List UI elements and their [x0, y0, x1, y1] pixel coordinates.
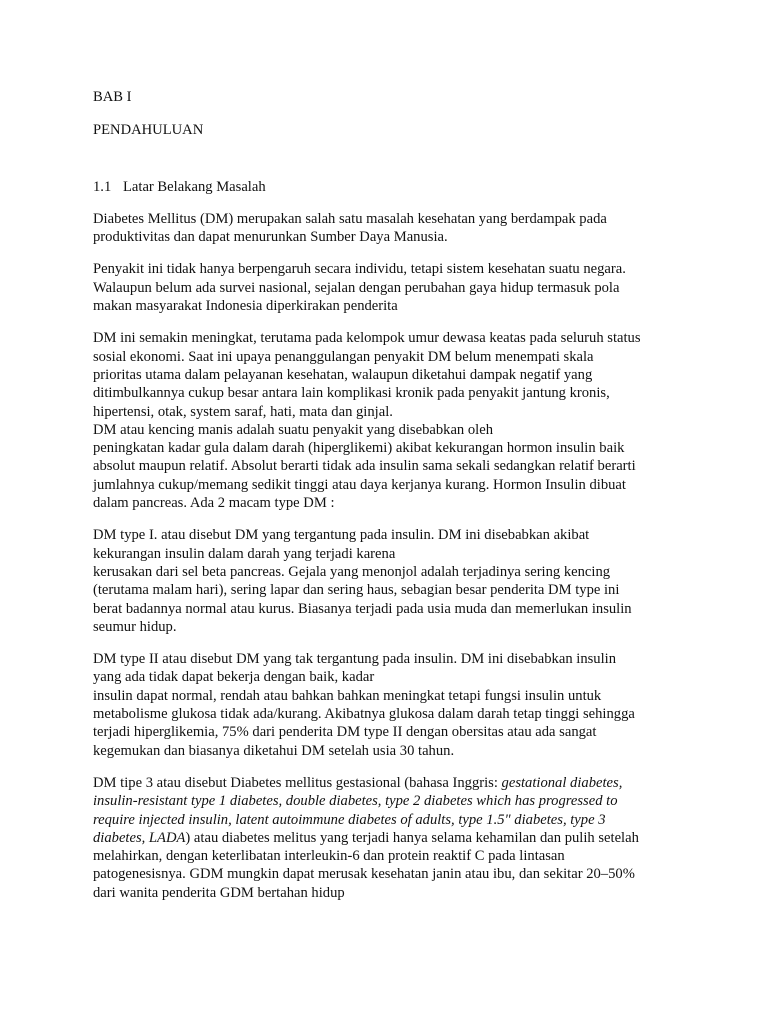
text-line: [93, 865, 683, 883]
text-line: insulin dapat normal, rendah atau bahkan bahkan meningkat tetapi fungsi insulin untuk: [93, 687, 602, 704]
italic-run: diabetes, LADA: [93, 829, 186, 846]
paragraph: [93, 650, 683, 760]
text-line: kegemukan dan biasanya diketahui DM setelah usia 30 tahun.: [93, 742, 455, 759]
text-line: DM atau kencing manis adalah suatu penyakit yang disebabkan oleh: [93, 421, 493, 438]
text-line: dalam pancreas. Ada 2 macam type DM :: [93, 495, 335, 512]
chapter-title: PENDAHULUAN: [93, 122, 204, 139]
italic-run: require injected insulin, latent autoimmune diabetes of adults, type 1.5" diabetes, type 3: [93, 811, 606, 828]
text-line: absolut maupun relatif. Absolut berarti tidak ada insulin sama sekali sedangkan relatif berarti: [93, 458, 636, 475]
section-title: Latar Belakang Masalah: [123, 178, 266, 195]
text-line: Penyakit ini tidak hanya berpengaruh secara individu, tetapi sistem kesehatan suatu negara.: [93, 261, 626, 278]
chapter-number: BAB I: [93, 89, 132, 105]
paragraph: [93, 774, 683, 902]
paragraph: [93, 260, 683, 315]
text-line: hipertensi, otak, system saraf, hati, mata dan ginjal.: [93, 403, 393, 420]
paragraph: [93, 421, 683, 512]
section-number: 1.1: [93, 178, 112, 195]
text-line: peningkatan kadar gula dalam darah (hiperglikemi) akibat kekurangan hormon insulin baik: [93, 440, 625, 457]
text-line: Walaupun belum ada survei nasional, sejalan dengan perubahan gaya hidup termasuk pola: [93, 279, 620, 296]
text-line: [93, 847, 683, 865]
text-run: ) atau diabetes melitus yang terjadi hanya selama kehamilan dan pulih setelah: [185, 829, 639, 846]
text-line: metabolisme glukosa tidak ada/kurang. Akibatnya glukosa dalam darah tetap tinggi sehingga: [93, 706, 635, 723]
text-line: (terutama malam hari), sering lapar dan sering haus, sebagian besar penderita DM type ini: [93, 582, 620, 599]
text-line: produktivitas dan dapat menurunkan Sumber Daya Manusia.: [93, 229, 448, 246]
text-line: [93, 792, 683, 810]
text-line: jumlahnya cukup/memang sedikit tinggi atau daya kerjanya kurang. Hormon Insulin dibuat: [93, 476, 626, 493]
text-line: terjadi hiperglikemia, 75% dari penderita DM type II dengan obersitas atau ada sangat: [93, 724, 597, 741]
paragraph: [93, 526, 683, 636]
paragraph: [93, 329, 683, 420]
section-heading: [93, 178, 683, 196]
text-line: [93, 884, 683, 902]
text-line: Diabetes Mellitus (DM) merupakan salah satu masalah kesehatan yang berdampak pada: [93, 210, 607, 227]
document-page: [93, 88, 683, 902]
text-line: DM type II atau disebut DM yang tak tergantung pada insulin. DM ini disebabkan insulin: [93, 651, 616, 668]
text-run: dari wanita penderita GDM bertahan hidup: [93, 884, 345, 901]
text-line: [93, 774, 683, 792]
text-line: [93, 829, 683, 847]
text-line: [93, 811, 683, 829]
text-line: seumur hidup.: [93, 618, 177, 635]
text-run: DM tipe 3 atau disebut Diabetes mellitus gestasional (bahasa Inggris:: [93, 774, 502, 791]
text-line: DM ini semakin meningkat, terutama pada kelompok umur dewasa keatas pada seluruh status: [93, 330, 641, 347]
text-line: kerusakan dari sel beta pancreas. Gejala yang menonjol adalah terjadinya sering kencing: [93, 563, 611, 580]
text-run: melahirkan, dengan keterlibatan interleukin-6 dan protein reaktif C pada lintasan: [93, 848, 565, 865]
text-run: patogenesisnya. GDM mungkin dapat merusak kesehatan janin atau ibu, dan sekitar 20–50%: [93, 866, 635, 883]
text-line: DM type I. atau disebut DM yang tergantung pada insulin. DM ini disebabkan akibat: [93, 527, 590, 544]
text-line: sosial ekonomi. Saat ini upaya penanggulangan penyakit DM belum menempati skala: [93, 348, 594, 365]
text-line: prioritas utama dalam pelayanan kesehatan, walaupun diketahui dampak negatif yang: [93, 366, 593, 383]
text-line: kekurangan insulin dalam darah yang terjadi karena: [93, 545, 396, 562]
paragraph: [93, 210, 683, 247]
text-line: makan masyarakat Indonesia diperkirakan penderita: [93, 298, 398, 315]
text-line: ditimbulkannya cukup besar antara lain komplikasi kronik pada penyakit jantung kronis,: [93, 385, 610, 402]
italic-run: insulin-resistant type 1 diabetes, double diabetes, type 2 diabetes which has progressed to: [93, 793, 618, 810]
text-line: berat badannya normal atau kurus. Biasanya terjadi pada usia muda dan memerlukan insulin: [93, 600, 632, 617]
text-line: yang ada tidak dapat bekerja dengan baik, kadar: [93, 669, 375, 686]
italic-run: gestational diabetes,: [501, 774, 623, 791]
